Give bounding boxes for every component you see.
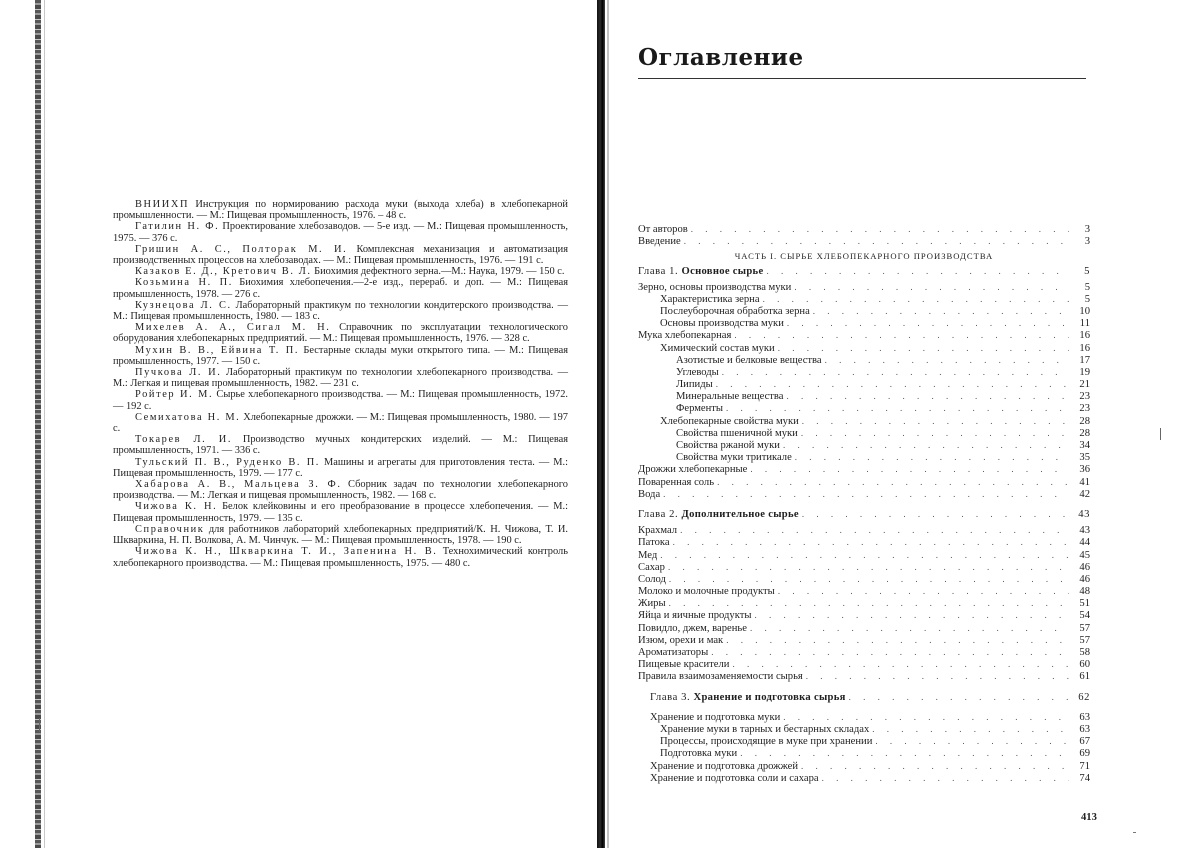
toc-row xyxy=(638,536,1090,548)
toc-row-page: 74 xyxy=(1079,772,1090,784)
leader-dots xyxy=(740,747,1069,759)
toc-row xyxy=(638,378,1090,390)
chapter-title: Основное сырье xyxy=(681,266,764,278)
toc-row xyxy=(638,476,1090,488)
leader-dots xyxy=(750,463,1069,475)
toc-row-page: 54 xyxy=(1079,610,1090,622)
leader-dots xyxy=(872,723,1069,735)
bibliography-author: Чижова К. Н. xyxy=(135,501,218,513)
toc-row-label: Свойства ржаной муки xyxy=(676,440,780,451)
toc-row-page: 45 xyxy=(1079,549,1090,561)
leader-dots xyxy=(801,760,1069,772)
toc-row xyxy=(638,354,1090,366)
toc-row-page: 46 xyxy=(1079,573,1090,585)
toc-row xyxy=(638,622,1090,634)
page-number: 413 xyxy=(1081,812,1097,823)
bibliography-text: Белок клейковины и его преобразование в процессе хлебопечения. — М.: Пищевая промышленность, 1979. — 135 с. xyxy=(113,501,568,524)
leader-dots xyxy=(691,223,1069,235)
chapter-1-items xyxy=(638,281,1090,500)
bibliography-author: Ройтер И. М. xyxy=(135,389,214,401)
chapter-prefix: Глава 2. xyxy=(638,508,679,520)
leader-dots xyxy=(663,488,1069,500)
leader-dots xyxy=(849,691,1069,703)
toc-row xyxy=(638,561,1090,573)
toc-row-label: Ароматизаторы xyxy=(638,647,709,658)
toc-row-page: 16 xyxy=(1079,342,1090,354)
toc-row-label: Хранение муки в тарных и бестарных складах xyxy=(660,723,870,735)
toc-row-label: Ферменты xyxy=(676,403,724,415)
leader-dots xyxy=(726,634,1069,646)
scan-speck xyxy=(39,718,40,732)
bibliography-author: Чижова К. Н., Шкваркина Т. И., Запенина Н. В. xyxy=(135,546,438,558)
toc-row-label: Липиды xyxy=(676,379,713,391)
toc-row-label: Вода xyxy=(638,488,661,500)
toc-row-page: 35 xyxy=(1079,452,1090,464)
toc-row-page: 61 xyxy=(1079,671,1090,683)
leader-dots xyxy=(669,597,1069,609)
page-edge-line xyxy=(44,0,45,848)
bibliography-entry xyxy=(113,367,568,389)
leader-dots xyxy=(717,476,1069,488)
spacer xyxy=(638,703,1090,711)
bibliography-author: Справочник xyxy=(135,523,205,535)
bibliography-text: Справочник по эксплуатации технологического оборудования хлебопекарных предприятий. — М.: Пищевая промышленность, 1976. — 328 с. xyxy=(113,322,568,345)
leader-dots xyxy=(669,573,1069,585)
toc-row xyxy=(638,549,1090,561)
leader-dots xyxy=(673,536,1069,548)
toc-row-page: 67 xyxy=(1079,736,1090,748)
bibliography-author: Тульский П. В., Руденко В. П. xyxy=(135,456,320,468)
bibliography-text: Биохимия хлебопечения.—2-е изд., перераб. и доп. — М.: Пищевая промышленность, 1978. — 276 с. xyxy=(113,277,568,300)
toc-row xyxy=(638,293,1090,305)
toc-row-page: 5 xyxy=(1084,281,1090,293)
leader-dots xyxy=(786,390,1069,402)
leader-dots xyxy=(795,451,1069,463)
bibliography-author: Козьмина Н. П. xyxy=(135,277,233,289)
toc-row-page: 62 xyxy=(1078,691,1090,703)
bibliography-entry xyxy=(113,479,568,501)
leader-dots xyxy=(726,402,1069,414)
spacer xyxy=(638,500,1090,508)
toc-row xyxy=(638,427,1090,439)
spacer xyxy=(638,683,1090,691)
bibliography-author: Мухин В. В., Ейвина Т. П. xyxy=(135,344,300,356)
toc-row xyxy=(638,488,1090,500)
leader-dots xyxy=(875,735,1069,747)
toc-row-page: 23 xyxy=(1079,403,1090,415)
table-of-contents xyxy=(638,223,1090,784)
toc-row-label: Подготовка муки xyxy=(660,748,738,760)
toc-row-page: 41 xyxy=(1079,476,1090,488)
leader-dots xyxy=(711,646,1069,658)
bibliography-text: Сырье хлебопекарного производства. — М.: Пищевая промышленность, 1972. — 192 с. xyxy=(113,389,568,412)
toc-row-page: 71 xyxy=(1079,760,1090,772)
toc-row-label: Введение xyxy=(638,236,681,248)
toc-row xyxy=(638,711,1090,723)
bibliography-entry xyxy=(113,434,568,456)
toc-row-page: 60 xyxy=(1079,659,1090,671)
toc-row xyxy=(638,342,1090,354)
toc-row xyxy=(638,439,1090,451)
bibliography-entry xyxy=(113,277,568,299)
toc-row-page: 42 xyxy=(1079,488,1090,500)
toc-row-page: 43 xyxy=(1078,508,1090,520)
bibliography-entry xyxy=(113,457,568,479)
toc-row-label: Патока xyxy=(638,537,670,549)
toc-row-label: Хлебопекарные свойства муки xyxy=(660,415,799,427)
toc-row-page: 3 xyxy=(1084,236,1090,248)
bibliography-text: Технохимический контроль хлебопекарного производства. — М.: Пищевая промышленность, 1975. — 480 с. xyxy=(113,546,568,569)
bibliography-entry xyxy=(113,345,568,367)
toc-row-page: 63 xyxy=(1079,711,1090,723)
bibliography-author: Пучкова Л. И. xyxy=(135,367,222,379)
toc-row xyxy=(638,597,1090,609)
toc-row-label: Свойства муки тритикале xyxy=(676,452,792,464)
toc-row-label: Мед xyxy=(638,549,658,561)
bibliography-entry xyxy=(113,501,568,523)
leader-dots xyxy=(778,342,1069,354)
toc-row xyxy=(638,524,1090,536)
toc-row-label: Поваренная соль xyxy=(638,476,715,488)
bibliography-text: Хлебопекарные дрожжи. — М.: Пищевая промышленность, 1980. — 197 с. xyxy=(113,411,568,435)
toc-row-page: 28 xyxy=(1079,427,1090,439)
toc-row xyxy=(638,670,1090,682)
bibliography-entry xyxy=(113,199,568,221)
toc-row-label: Углеводы xyxy=(676,366,719,378)
chapter-prefix: Глава 3. xyxy=(650,691,691,703)
leader-dots xyxy=(778,585,1069,597)
toc-row-page: 36 xyxy=(1079,464,1090,476)
toc-row-label: Хранение и подготовка соли и сахара xyxy=(650,772,819,784)
bibliography-author: Гатилин Н. Ф. xyxy=(135,221,220,233)
toc-row-page: 21 xyxy=(1079,379,1090,391)
leader-dots xyxy=(684,235,1069,247)
leader-dots xyxy=(802,415,1069,427)
part-heading: ЧАСТЬ I. СЫРЬЕ ХЛЕБОПЕКАРНОГО ПРОИЗВОДСТВА xyxy=(734,251,994,262)
toc-row xyxy=(638,390,1090,402)
toc-row-label: Свойства пшеничной муки xyxy=(676,427,798,439)
bibliography-text: Лабораторный практикум по технологии кондитерского производства. — М.: Пищевая промышленность, 1980. — 183 с. xyxy=(113,299,568,323)
toc-row-label: Зерно, основы производства муки xyxy=(638,281,792,293)
toc-row-label: Жиры xyxy=(638,598,666,610)
toc-row-page: 34 xyxy=(1079,440,1090,451)
bibliography-text: Проектирование хлебозаводов. — 5-е изд. — М.: Пищевая промышленность, 1975. — 376 с. xyxy=(113,221,568,244)
toc-row-label: Сахар xyxy=(638,561,665,573)
toc-chapter-row xyxy=(638,691,1090,703)
toc-row-page: 17 xyxy=(1079,354,1090,366)
toc-row xyxy=(638,585,1090,597)
toc-row-page: 57 xyxy=(1079,634,1090,646)
leader-dots xyxy=(801,427,1069,439)
chapter-prefix: Глава 1. xyxy=(638,266,679,278)
bibliography-author: Токарев Л. И. xyxy=(135,434,233,446)
book-gutter-shadow xyxy=(607,0,609,848)
toc-row-label: Дрожжи хлебопекарные xyxy=(638,464,748,476)
bibliography-author: Хабарова А. В., Мальцева З. Ф. xyxy=(135,479,342,491)
toc-row xyxy=(638,772,1090,784)
bibliography-text: Комплексная механизация и автоматизация производственных процессов на хлебозаводах. — М.: Пищевая промышленность, 1976. — 191 с. xyxy=(113,243,568,267)
toc-row xyxy=(638,658,1090,670)
toc-row-label: Послеуборочная обработка зерна xyxy=(660,305,810,317)
toc-row-page: 3 xyxy=(1084,224,1090,235)
bibliography-author: Казаков Е. Д., Кретович В. Л. xyxy=(135,266,312,278)
toc-row xyxy=(638,573,1090,585)
bibliography-text: Лабораторный практикум по технологии хлебопекарного производства. — М.: Легкая и пищевая промышленность, 1982. — 231 с. xyxy=(113,367,569,390)
leader-dots xyxy=(825,354,1069,366)
bibliography-entry xyxy=(113,389,568,411)
bibliography-entry xyxy=(113,221,568,243)
toc-row xyxy=(638,723,1090,735)
toc-row-page: 44 xyxy=(1079,537,1090,549)
toc-row xyxy=(638,402,1090,414)
toc-row xyxy=(638,223,1090,235)
toc-row-page: 11 xyxy=(1079,318,1090,330)
bibliography-text: Машины и агрегаты для приготовления теста. — М.: Пищевая промышленность, 1979. — 177 с. xyxy=(113,456,568,479)
toc-row-page: 19 xyxy=(1079,366,1090,378)
scan-speck xyxy=(1160,428,1161,440)
leader-dots xyxy=(763,293,1069,305)
title-rule xyxy=(638,78,1086,79)
toc-row xyxy=(638,366,1090,378)
leader-dots xyxy=(806,670,1069,682)
toc-chapter-label xyxy=(638,509,799,521)
chapter-title: Дополнительное сырье xyxy=(681,508,799,520)
leader-dots xyxy=(660,549,1069,561)
bibliography-text: Сборник задач по технологии хлебопекарного производства. — М.: Легкая и пищевая промышленность, 1982. — 168 с. xyxy=(113,479,568,502)
toc-row-page: 51 xyxy=(1079,598,1090,610)
leader-dots xyxy=(668,561,1069,573)
bibliography-list xyxy=(113,199,568,569)
toc-row xyxy=(638,463,1090,475)
bibliography-entry xyxy=(113,244,568,266)
bibliography-text: Бестарные склады муки открытого типа. — М.: Пищевая промышленность, 1977. — 150 с. xyxy=(113,344,568,367)
toc-row-label: Хранение и подготовка дрожжей xyxy=(650,760,799,772)
leader-dots xyxy=(787,317,1069,329)
toc-row-page: 5 xyxy=(1084,266,1090,278)
leader-dots xyxy=(734,329,1069,341)
chapter-2-items xyxy=(638,524,1090,682)
bibliography-text: Производство мучных кондитерских изделий. — М.: Пищевая промышленность, 1971. — 336 с. xyxy=(113,434,569,457)
toc-row xyxy=(638,634,1090,646)
toc-row-label: Молоко и молочные продукты xyxy=(638,586,775,598)
leader-dots xyxy=(822,772,1069,784)
leader-dots xyxy=(750,622,1069,634)
toc-row xyxy=(638,760,1090,772)
leader-dots xyxy=(794,281,1069,293)
leader-dots xyxy=(716,378,1069,390)
bibliography-author: Кузнецова Л. С. xyxy=(135,299,232,311)
bibliography-entry xyxy=(113,524,568,546)
bibliography-text: Биохимия дефектного зерна.—М.: Наука, 1979. — 150 с. xyxy=(311,266,565,278)
leader-dots xyxy=(754,609,1069,621)
toc-row-label: Азотистые и белковые вещества xyxy=(676,354,822,366)
leader-dots xyxy=(766,265,1069,277)
bibliography-entry xyxy=(113,266,568,277)
toc-row-label: Химический состав муки xyxy=(660,342,775,354)
bibliography-text: Инструкция по нормированию расхода муки (выхода хлеба) в хлебопекарной промышленности. — М.: Пищевая промышленность, 1976. – 48 с. xyxy=(113,199,568,222)
leader-dots xyxy=(813,305,1069,317)
toc-row xyxy=(638,646,1090,658)
toc-row-page: 69 xyxy=(1079,748,1090,760)
bibliography-author: Гришин А. С., Полторак М. И. xyxy=(135,243,348,255)
toc-row-page: 23 xyxy=(1079,391,1090,403)
toc-row-page: 46 xyxy=(1079,561,1090,573)
toc-row-page: 16 xyxy=(1079,330,1090,342)
bibliography-entry xyxy=(113,412,568,434)
toc-row-page: 48 xyxy=(1079,586,1090,598)
toc-row-label: Правила взаимозаменяемости сырья xyxy=(638,671,803,683)
toc-row xyxy=(638,747,1090,759)
toc-row xyxy=(638,735,1090,747)
toc-chapter-row xyxy=(638,265,1090,277)
bibliography-entry xyxy=(113,300,568,322)
toc-row-label: Хранение и подготовка муки xyxy=(650,711,781,723)
toc-row-label: Яйца и яичные продукты xyxy=(638,610,752,622)
chapter-3-items xyxy=(638,711,1090,784)
toc-row xyxy=(638,415,1090,427)
toc-row-label: Минеральные вещества xyxy=(676,391,784,403)
toc-row-label: Солод xyxy=(638,573,666,585)
toc-row-label: Пищевые красители xyxy=(638,659,730,671)
toc-row-page: 63 xyxy=(1079,723,1090,735)
chapter-title: Хранение и подготовка сырья xyxy=(693,691,846,703)
toc-row xyxy=(638,281,1090,293)
toc-row xyxy=(638,609,1090,621)
toc-row-label: Основы производства муки xyxy=(660,318,784,330)
toc-chapter-row xyxy=(638,508,1090,520)
toc-row-label: Крахмал xyxy=(638,525,678,537)
toc-row xyxy=(638,235,1090,247)
toc-row-page: 5 xyxy=(1084,293,1090,305)
bibliography-text: для работников лабораторий хлебопекарных предприятий/К. Н. Чижова, Т. И. Шкваркина, Н. П. Волкова, А. М. Чинчук. — М.: Пищевая промышленность, 1978. — 190 с. xyxy=(113,523,568,547)
page-edge-left xyxy=(35,0,41,848)
bibliography-author: Семихатова Н. М. xyxy=(135,411,241,423)
toc-row xyxy=(638,329,1090,341)
toc-row-page: 10 xyxy=(1079,305,1090,317)
toc-row-label: Мука хлебопекарная xyxy=(638,330,732,342)
toc-row xyxy=(638,451,1090,463)
bibliography-entry xyxy=(113,322,568,344)
toc-row xyxy=(638,317,1090,329)
toc-chapter-label xyxy=(650,692,846,704)
book-gutter xyxy=(597,0,605,848)
bibliography-author: Михелев А. А., Сигал М. Н. xyxy=(135,322,331,334)
toc-row-label: От авторов xyxy=(638,224,688,235)
scan-speck xyxy=(1133,832,1136,833)
leader-dots xyxy=(783,439,1069,451)
toc-row-page: 43 xyxy=(1079,525,1090,537)
toc-row-page: 28 xyxy=(1079,415,1090,427)
toc-row-page: 57 xyxy=(1079,622,1090,634)
toc-chapter-label xyxy=(638,266,763,278)
leader-dots xyxy=(802,508,1069,520)
leader-dots xyxy=(680,524,1069,536)
toc-row xyxy=(638,305,1090,317)
leader-dots xyxy=(732,658,1069,670)
toc-title: Оглавление xyxy=(638,44,804,71)
toc-row-label: Изюм, орехи и мак xyxy=(638,634,724,646)
toc-row-page: 58 xyxy=(1079,647,1090,658)
toc-row-label: Характеристика зерна xyxy=(660,293,760,305)
leader-dots xyxy=(783,711,1069,723)
toc-row-label: Повидло, джем, варенье xyxy=(638,622,747,634)
leader-dots xyxy=(722,366,1069,378)
bibliography-entry xyxy=(113,546,568,568)
toc-row-label: Процессы, происходящие в муке при хранении xyxy=(660,736,873,748)
bibliography-author: ВНИИХП xyxy=(135,199,190,210)
